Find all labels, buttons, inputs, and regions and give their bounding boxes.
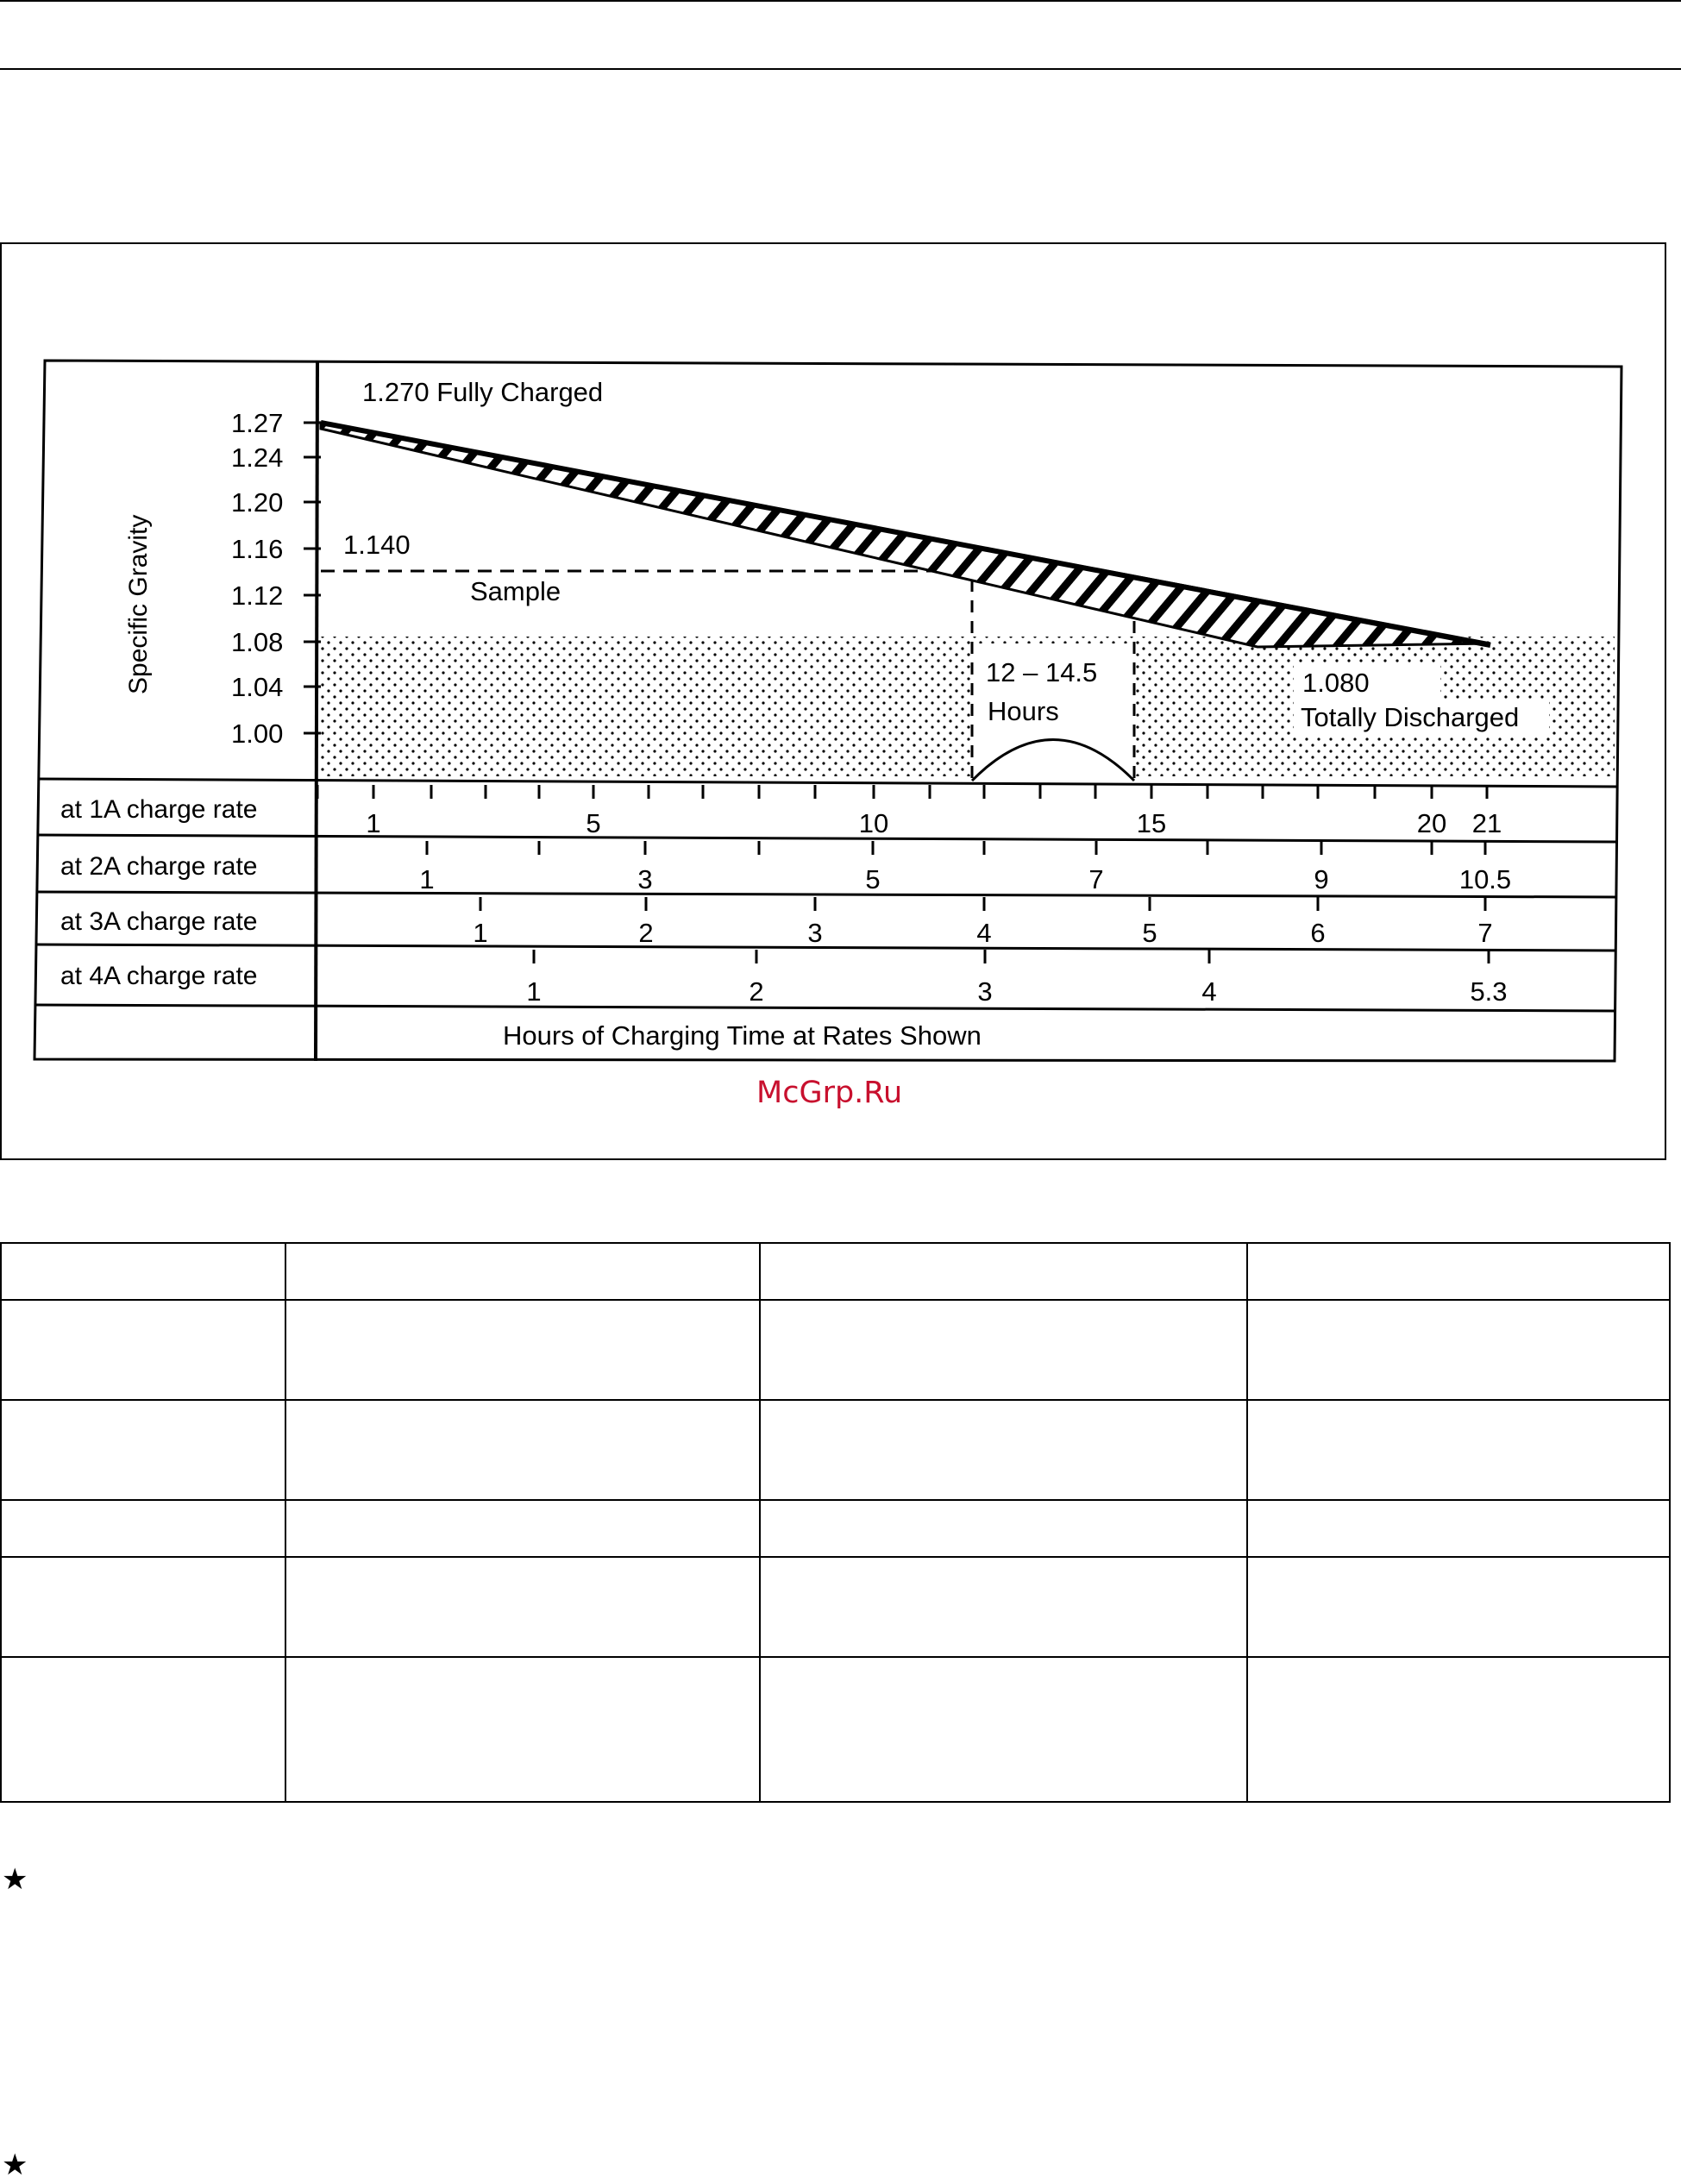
y-tick-label: 1.00 [231,719,284,749]
table-cell [1,1243,285,1300]
sample-value-label: 1.140 [343,530,411,560]
table-cell [285,1500,760,1557]
rate-tick-label: 9 [1314,864,1329,894]
rate-tick-label: 10 [858,808,889,838]
rate-row-label: at 3A charge rate [60,907,258,936]
table-cell [1247,1557,1670,1657]
rate-tick-label: 1 [526,976,542,1007]
rate-tick-label: 21 [1471,808,1502,838]
discharged-label: Totally Discharged [1301,702,1520,732]
table-cell [285,1557,760,1657]
table-cell [760,1657,1247,1802]
rate-tick-label: 4 [976,918,992,948]
x-axis-label: Hours of Charging Time at Rates Shown [503,1020,982,1051]
rate-tick-label: 7 [1088,864,1104,894]
row-line-5 [34,1005,1615,1011]
full-charge-label: 1.270 Fully Charged [362,377,604,407]
rate-tick-label: 15 [1136,808,1167,838]
rate-tick-label: 3 [807,918,823,948]
y-tick-label: 1.20 [231,487,284,518]
rate-tick-label: 5 [1142,918,1157,948]
table-cell [760,1400,1247,1500]
rate-tick-label: 1 [419,864,435,894]
star-bullet-icon: ★ [2,1862,28,1897]
rate-tick-label: 1 [366,808,381,838]
discharged-value-label: 1.080 [1302,668,1370,698]
y-tick-label: 1.16 [231,534,284,564]
table-cell [1,1657,285,1802]
rate-tick-label: 7 [1477,918,1493,948]
table-cell [1247,1300,1670,1400]
hours-word-label: Hours [988,696,1059,726]
table-row [1,1657,1670,1802]
rate-tick-label: 4 [1201,976,1217,1007]
hours-range-label: 12 – 14.5 [986,657,1098,687]
table-row [1,1400,1670,1500]
rate-tick-label: 5 [586,808,601,838]
y-axis-label: Specific Gravity [124,514,153,694]
table-cell [1,1400,285,1500]
y-tick-label: 1.08 [231,627,284,657]
y-tick-label: 1.12 [231,581,284,611]
sample-label: Sample [470,576,561,606]
table-row [1,1500,1670,1557]
row-line-2 [38,835,1616,842]
table-cell [760,1557,1247,1657]
table-cell [1247,1500,1670,1557]
rate-tick-label: 5.3 [1470,976,1508,1007]
row-line-1 [40,779,1618,787]
table-cell [285,1243,760,1300]
star-bullet-icon: ★ [2,2148,28,2182]
table-row [1,1300,1670,1400]
table-cell [285,1300,760,1400]
table-cell [285,1657,760,1802]
rate-row-label: at 4A charge rate [60,962,258,990]
rate-row-label: at 2A charge rate [60,852,258,881]
y-tick-label: 1.04 [231,672,284,702]
rate-tick-label: 10.5 [1458,864,1512,894]
row-line-4 [36,945,1615,951]
table-cell [1247,1243,1670,1300]
table-cell [1247,1657,1670,1802]
table-cell [760,1500,1247,1557]
rate-tick-label: 1 [473,918,488,948]
gravity-line [321,423,1490,645]
rate-tick-label: 6 [1310,918,1326,948]
row-line-3 [36,892,1616,897]
rate-tick-label: 5 [865,864,881,894]
rate-tick-label: 2 [638,918,654,948]
blank-spec-table [0,1242,1671,1803]
table-row [1,1557,1670,1657]
label-divider [316,361,317,1061]
table-cell [1,1500,285,1557]
y-tick-label: 1.27 [231,408,284,438]
table-cell [760,1243,1247,1300]
rate-tick-label: 3 [977,976,993,1007]
rate-tick-label: 2 [749,976,764,1007]
rate-tick-label: 20 [1416,808,1447,838]
y-tick-label: 1.24 [231,442,284,473]
table-cell [760,1300,1247,1400]
table-cell [1,1300,285,1400]
table-cell [285,1400,760,1500]
y-axis-tick-labels [231,408,283,749]
table-cell [1,1557,285,1657]
table-cell [1247,1400,1670,1500]
rate-tick-label: 3 [637,864,653,894]
watermark: McGrp.Ru [756,1076,903,1110]
rate-row-label: at 1A charge rate [60,795,258,824]
table-row [1,1243,1670,1300]
